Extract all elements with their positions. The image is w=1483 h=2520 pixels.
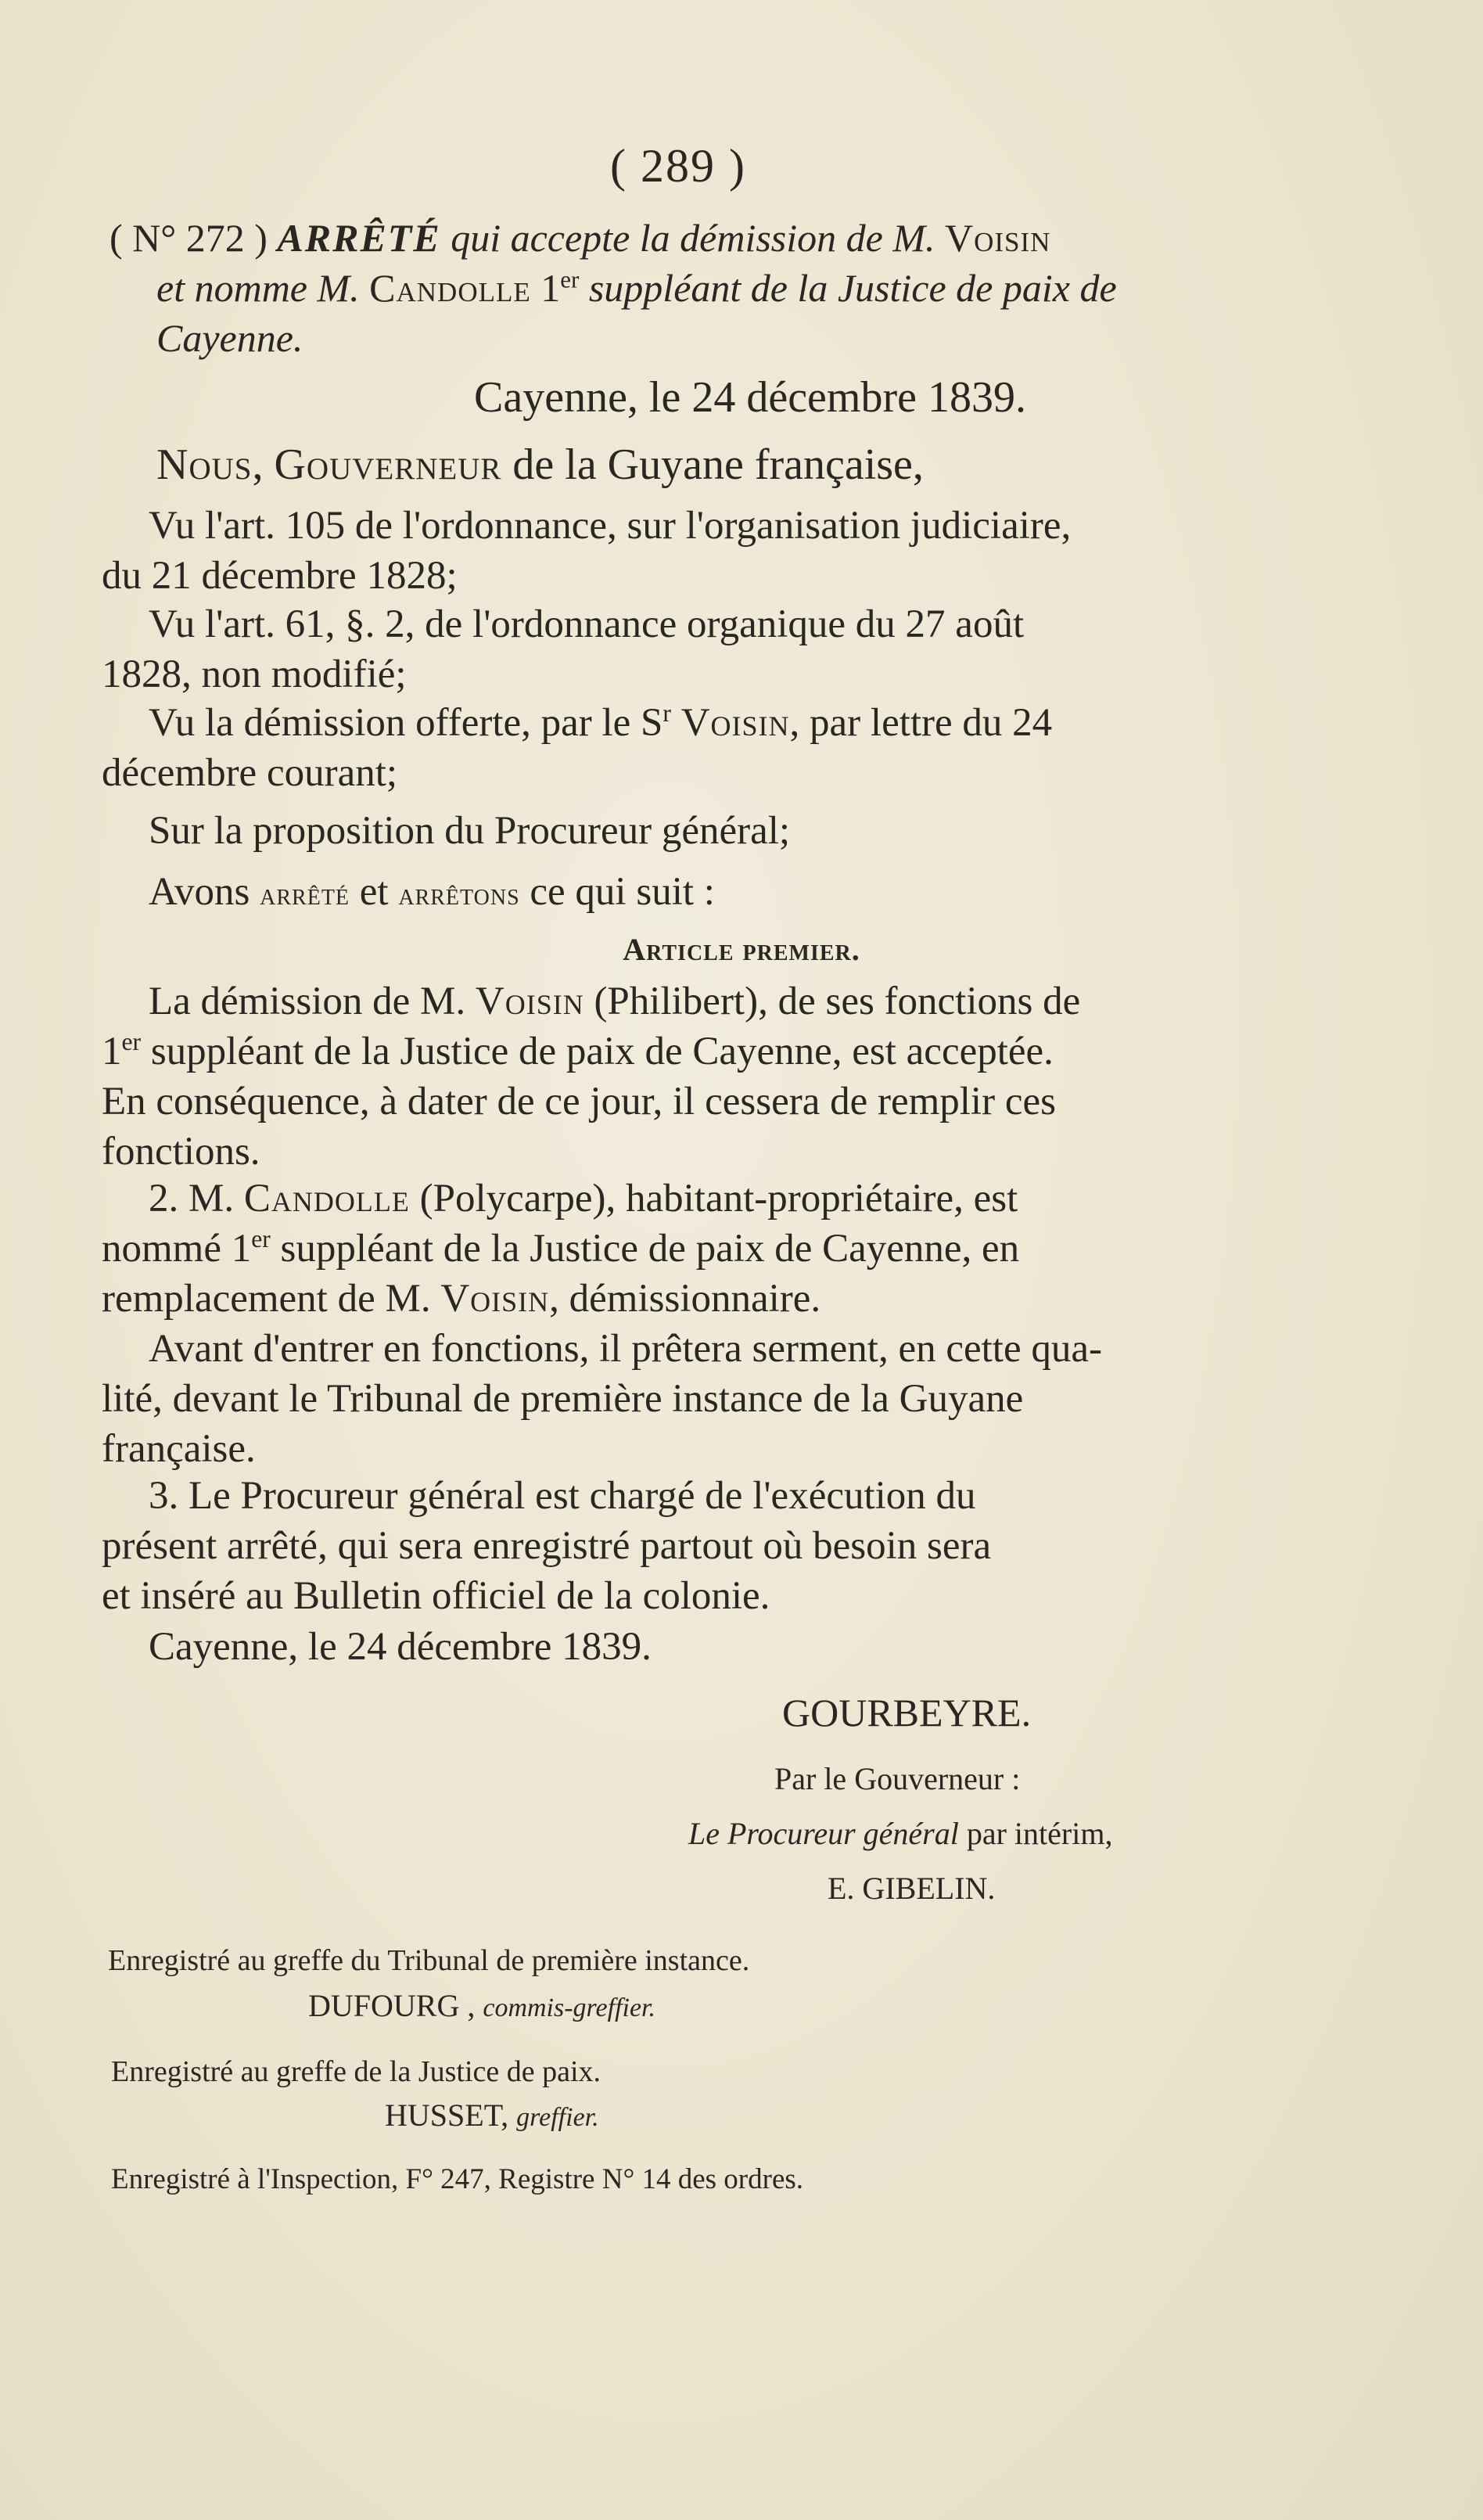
text: (Philibert), de ses fonctions de <box>594 980 1081 1023</box>
text: ce qui suit : <box>530 870 715 914</box>
decree-title <box>110 213 1117 363</box>
article-line: Avant d'entrer en fonctions, il prêtera serment, en cette qua- <box>149 1327 1102 1371</box>
name-voisin: Voisin <box>440 1277 550 1321</box>
considerant-line: Vu l'art. 61, §. 2, de l'ordonnance organique du 27 août <box>149 602 1025 646</box>
article-line <box>102 1274 1267 1324</box>
article-line <box>102 976 1267 1026</box>
text: , par lettre du 24 <box>789 701 1053 745</box>
text: La démission de M. <box>149 980 466 1023</box>
registration-1-signer <box>308 1987 655 2024</box>
avons-text <box>102 867 1267 919</box>
signer-name: DUFOURG , <box>308 1988 476 2023</box>
signer-role: commis-greffier. <box>483 1993 656 2022</box>
text: suppléant de la Justice de paix de Cayenne, est acceptée. <box>150 1030 1054 1073</box>
text: Vu la démission offerte, par le S <box>149 701 663 745</box>
article-line: fonctions. <box>102 1130 260 1174</box>
considerant-4 <box>102 806 1267 856</box>
registration-1: Enregistré au greffe du Tribunal de première instance. <box>108 1944 750 1977</box>
considerant-3 <box>102 698 1267 798</box>
dateline: Cayenne, le 24 décembre 1839. <box>474 373 1026 422</box>
text: remplacement de M. <box>102 1277 431 1321</box>
article-2 <box>102 1174 1267 1474</box>
registration-2-signer <box>385 2097 599 2134</box>
par-le-gouverneur: Par le Gouverneur : <box>774 1761 1021 1796</box>
article-3 <box>102 1471 1267 1621</box>
arretons: arrêtons <box>398 876 520 911</box>
title-line-1 <box>110 213 1117 263</box>
text: Avons <box>149 870 250 914</box>
considerant-line: Vu l'art. 105 de l'ordonnance, sur l'organisation judiciaire, <box>149 504 1072 548</box>
name-voisin: Voisin <box>680 701 790 745</box>
registration-3: Enregistré à l'Inspection, F° 247, Registre N° 14 des ordres. <box>111 2163 804 2195</box>
article-line: française. <box>102 1427 256 1471</box>
title-text: qui accepte la démission de M. <box>451 216 935 260</box>
article-line: présent arrêté, qui sera enregistré partout où besoin sera <box>102 1524 992 1568</box>
title-line-2 <box>110 263 1117 313</box>
procureur-rest: par intérim, <box>966 1816 1113 1851</box>
article-line <box>102 1174 1267 1224</box>
name-candolle: Candolle <box>243 1177 410 1220</box>
title-line-3: Cayenne. <box>156 316 303 360</box>
gouverneur: Gouverneur <box>274 440 502 489</box>
considerant-line: 1828, non modifié; <box>102 652 407 696</box>
article-line: et inséré au Bulletin officiel de la colonie. <box>102 1574 770 1618</box>
text: (Polycarpe), habitant-propriétaire, est <box>419 1177 1018 1220</box>
article-line: En conséquence, à dater de ce jour, il cessera de remplir ces <box>102 1080 1056 1123</box>
page-number: ( 289 ) <box>610 140 746 192</box>
title-text: et nomme M. <box>156 266 360 310</box>
signer-role: greffier. <box>516 2103 599 2132</box>
considerant-line: décembre courant; <box>102 751 398 795</box>
considerant-line <box>102 698 1267 748</box>
arrete-label: ARRÊTÉ <box>277 216 441 260</box>
closing-date: Cayenne, le 24 décembre 1839. <box>149 1625 652 1669</box>
article-line <box>102 1224 1267 1274</box>
sup: er <box>121 1028 142 1055</box>
text: 2. M. <box>149 1177 235 1220</box>
nous: Nous <box>156 440 253 489</box>
registration-2: Enregistré au greffe de la Justice de paix. <box>111 2055 601 2088</box>
considerant-line: Sur la proposition du Procureur général; <box>149 809 791 853</box>
procureur-line <box>688 1815 1112 1852</box>
title-text: suppléant de la Justice de paix de <box>588 266 1117 310</box>
article-line: lité, devant le Tribunal de première instance de la Guyane <box>102 1377 1024 1421</box>
article-1 <box>102 976 1267 1177</box>
text: , démissionnaire. <box>549 1277 821 1321</box>
decree-number: ( N° 272 ) <box>110 216 268 260</box>
signature-gibelin: E. GIBELIN. <box>828 1871 996 1906</box>
procureur-role: Le Procureur général <box>688 1816 959 1851</box>
ordinal: 1 <box>102 1030 122 1073</box>
text: et <box>359 870 389 914</box>
signer-name: HUSSET, <box>385 2098 509 2133</box>
article-premier-heading: Article premier. <box>623 932 860 967</box>
ordinal: 1 <box>540 266 561 310</box>
ordinal: 1 <box>231 1227 252 1271</box>
avons-line <box>102 867 1267 919</box>
signature-gourbeyre: GOURBEYRE. <box>782 1691 1032 1735</box>
governor-rest: de la Guyane française, <box>512 440 924 489</box>
name-voisin: Voisin <box>945 216 1051 260</box>
considerant-2 <box>102 599 1267 699</box>
considerant-line: du 21 décembre 1828; <box>102 554 458 598</box>
arrete: arrêté <box>260 876 350 911</box>
considerant-1 <box>102 501 1267 601</box>
governor-line: Nous, Gouverneur de la Guyane française, <box>156 440 924 489</box>
ordinal-sup: er <box>560 265 580 293</box>
sup: r <box>663 699 671 727</box>
article-line <box>102 1026 1267 1077</box>
sup: er <box>251 1225 271 1253</box>
name-voisin: Voisin <box>475 980 584 1023</box>
text: suppléant de la Justice de paix de Cayenne, en <box>280 1227 1020 1271</box>
article-line: 3. Le Procureur général est chargé de l'exécution du <box>149 1474 976 1518</box>
text: nommé <box>102 1227 221 1271</box>
name-candolle: Candolle <box>369 266 531 310</box>
